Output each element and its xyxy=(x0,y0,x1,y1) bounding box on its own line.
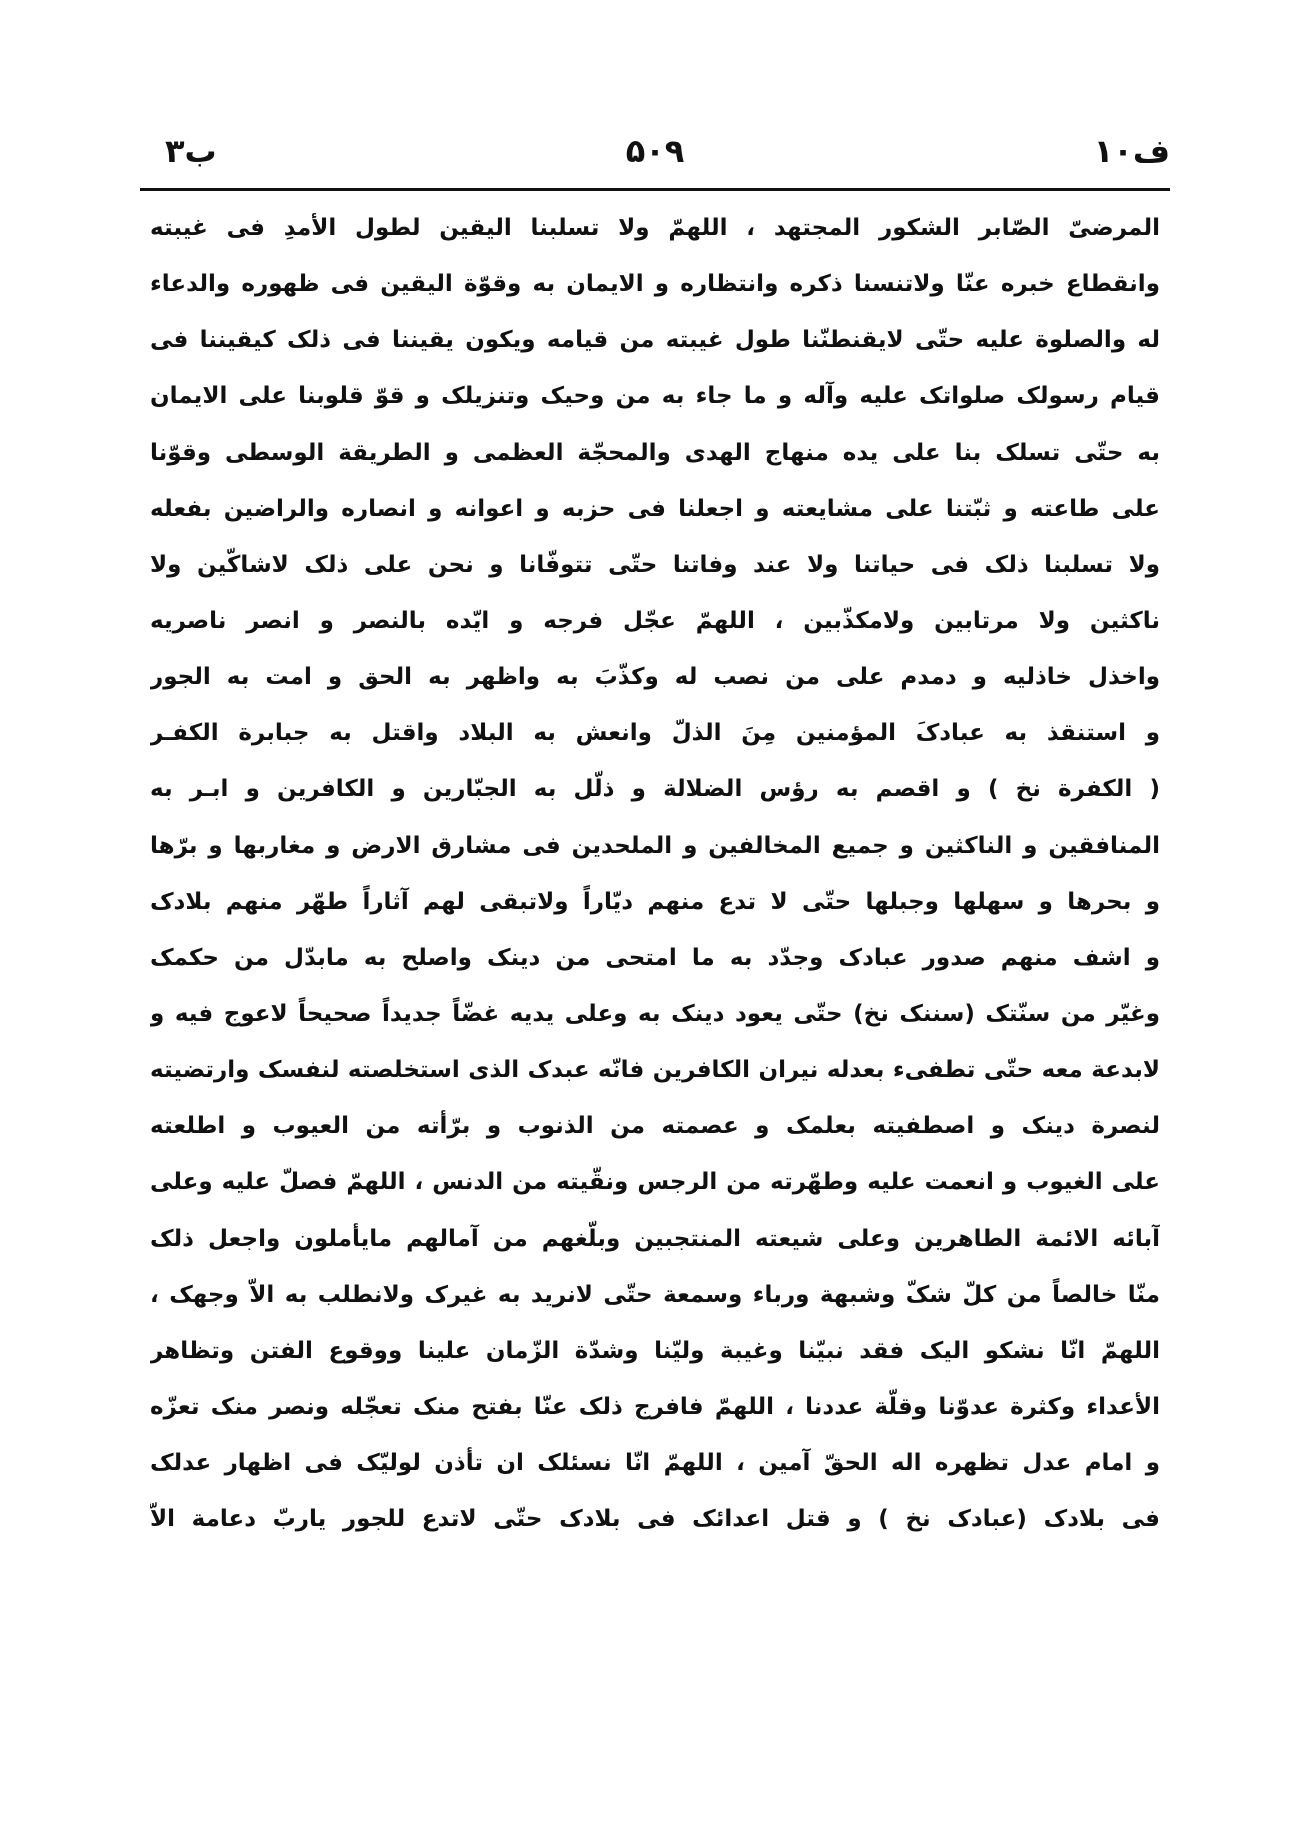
text-line: ( الکفرة نخ ) و اقصم به رؤس الضلالة و ذلّل به الجبّارین و الکافرین و ابـر به xyxy=(150,776,1160,803)
text-line: الأعداء وکثرة عدوّنا وقلّة عددنا ، اللهمّ فافرج ذلک عنّا بفتح منک تعجّله ونصر منک تعزّه xyxy=(150,1393,1160,1420)
page-number: ۵۰۹ xyxy=(625,132,685,170)
text-line: وانقطاع خبره عنّا ولاتنسنا ذکره وانتظاره و الایمان به وقوّة الیقین فی ظهوره والدعاء xyxy=(150,271,1160,298)
text-line: وغیّر من سنّتک (سننک نخ) حتّی یعود دینک به وعلی یدیه غضّاً جدیداً صحیحاً لاعوج فیه و xyxy=(150,1000,1160,1027)
header-rule xyxy=(140,188,1170,191)
text-line: آبائه الائمة الطاهرین وعلی شیعته المنتجبین وبلّغهم من آمالهم مایأملون واجعل ذلک xyxy=(150,1225,1160,1252)
body-text xyxy=(150,200,1160,1547)
section-label: ب۳ xyxy=(165,132,217,170)
text-line: و استنقذ به عبادکَ المؤمنین مِنَ الذلّ وانعش به البلاد واقتل به جبابرة الکفـر xyxy=(150,720,1160,747)
text-line: و اشف منهم صدور عبادک وجدّد به ما امتحی من دینک واصلح به مابدّل من حکمک xyxy=(150,944,1160,971)
text-line: علی طاعته و ثبّتنا علی مشایعته و اجعلنا فی حزبه و اعوانه و انصاره والراضین بفعله xyxy=(150,495,1160,522)
folio-label: ف۱۰ xyxy=(1093,132,1170,170)
text-line: به حتّی تسلک بنا علی یده منهاج الهدی والمحجّة العظمی و الطریقة الوسطی وقوّنا xyxy=(150,439,1160,466)
text-line: لنصرة دینک و اصطفیته بعلمک و عصمته من الذنوب و برّأته من العیوب و اطلعته xyxy=(150,1113,1160,1140)
text-line: منّا خالصاً من کلّ شکّ وشبهة ورباء وسمعة حتّی لانرید به غیرک ولانطلب به الاّ وجهک ، xyxy=(150,1281,1160,1308)
text-line: المرضیّ الصّابر الشکور المجتهد ، اللهمّ ولا تسلبنا الیقین لطول الأمدِ فی غیبته xyxy=(150,215,1160,241)
text-line: قیام رسولک صلواتک علیه وآله و ما جاء به من وحیک وتنزیلک و قوّ قلوبنا علی الایمان xyxy=(150,383,1160,410)
text-line: ناکثین ولا مرتابین ولامکذّبین ، اللهمّ عجّل فرجه و ایّده بالنصر و انصر ناصریه xyxy=(150,607,1160,634)
text-line: لابدعة معه حتّی تطفیء بعدله نیران الکافرین فانّه عبدک الذی استخلصته لنفسک وارتضیته xyxy=(150,1057,1160,1084)
text-line: فی بلادک (عبادک نخ ) و قتل اعدائک فی بلادک حتّی لاتدع للجور یاربّ دعامة الاّ xyxy=(150,1506,1160,1533)
text-line: له والصلوة علیه حتّی لایقنطنّنا طول غیبته من قیامه ویکون یقیننا فی ذلک کیقیننا فی xyxy=(150,327,1160,354)
text-line: المنافقین و الناکثین و جمیع المخالفین و الملحدین فی مشارق الارض و مغاربها و برّها xyxy=(150,832,1160,859)
page-header xyxy=(140,128,1170,180)
text-line: علی الغیوب و انعمت علیه وطهّرته من الرجس ونقّیته من الدنس ، اللهمّ فصلّ علیه وعلی xyxy=(150,1169,1160,1196)
text-line: اللهمّ انّا نشکو الیک فقد نبیّنا وغیبة ولیّنا وشدّة الزّمان علینا ووقوع الفتن وتظاهر xyxy=(150,1337,1160,1364)
text-line: واخذل خاذلیه و دمدم علی من نصب له وکذّبَ به واظهر به الحق و امت به الجور xyxy=(150,664,1160,691)
text-line: و بحرها و سهلها وجبلها حتّی لا تدع منهم دیّاراً ولاتبقی لهم آثاراً طهّر منهم بلادک xyxy=(150,888,1160,915)
text-line: و امام عدل تظهره اله الحقّ آمین ، اللهمّ انّا نسئلک ان تأذن لولیّک فی اظهار عدلک xyxy=(150,1450,1160,1477)
text-line: ولا تسلبنا ذلک فی حیاتنا ولا عند وفاتنا حتّی تتوفّانا و نحن علی ذلک لاشاکّین ولا xyxy=(150,551,1160,578)
